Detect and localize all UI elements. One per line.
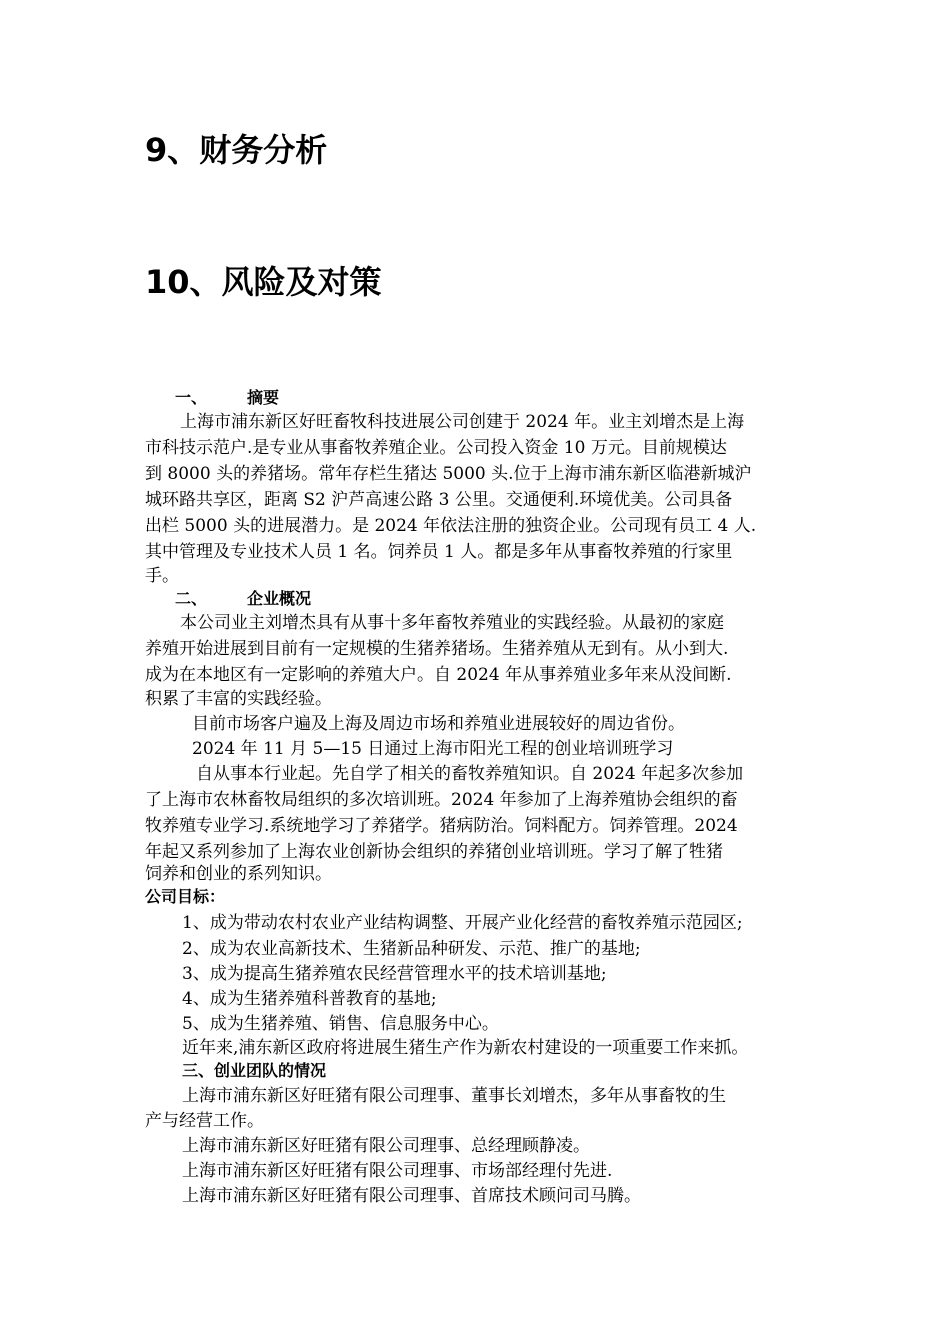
section-overview-heading [175, 587, 311, 611]
team-member-line: 上海市浦东新区好旺猪有限公司理事、首席技术顾问司马腾。 [182, 1186, 641, 1206]
team-member-line: 上海市浦东新区好旺猪有限公司理事、市场部经理付先进. [182, 1161, 613, 1181]
section-overview-number: 二、 [175, 589, 208, 608]
company-goals-heading: 公司目标： [145, 887, 226, 906]
overview-paragraph-line: 年起又系列参加了上海农业创新协会组织的养猪创业培训班。学习了解了牲猪 [145, 842, 723, 862]
section-team-heading: 三、创业团队的情况 [182, 1061, 327, 1080]
section-summary-heading [175, 386, 279, 410]
goal-item: 3、成为提高生猪养殖农民经营管理水平的技术培训基地; [182, 964, 607, 984]
overview-paragraph-line: 养殖开始进展到目前有一定规模的生猪养猪场。生猪养殖从无到有。从小到大. [145, 639, 729, 659]
summary-line: 市科技示范户.是专业从事畜牧养殖企业。公司投入资金 10 万元。目前规模达 [145, 438, 727, 458]
summary-line: 城环路共享区，距离 S2 沪芦高速公路 3 公里。交通便利.环境优美。公司具备 [145, 490, 733, 510]
summary-line: 到 8000 头的养猪场。常年存栏生猪达 5000 头.位于上海市浦东新区临港新城沪 [145, 464, 752, 484]
goal-item: 2、成为农业高新技术、生猪新品种研发、示范、推广的基地; [182, 939, 641, 959]
summary-line: 上海市浦东新区好旺畜牧科技进展公司创建于 2024 年。业主刘增杰是上海 [180, 412, 745, 432]
goal-item: 1、成为带动农村农业产业结构调整、开展产业化经营的畜牧养殖示范园区; [182, 913, 743, 933]
section-overview-title: 企业概况 [247, 589, 312, 608]
overview-paragraph-line: 自从事本行业起。先自学了相关的畜牧养殖知识。自 2024 年起多次参加 [196, 764, 744, 784]
summary-line: 其中管理及专业技术人员 1 名。饲养员 1 人。都是多年从事畜牧养殖的行家里 [145, 542, 733, 562]
summary-line: 手。 [145, 566, 179, 586]
overview-paragraph-line: 饲养和创业的系列知识。 [145, 864, 332, 884]
market-statement: 目前市场客户遍及上海及周边市场和养殖业进展较好的周边省份。 [192, 714, 685, 734]
training-statement: 2024 年 11 月 5—15 日通过上海市阳光工程的创业培训班学习 [192, 739, 674, 759]
overview-paragraph-line: 本公司业主刘增杰具有从事十多年畜牧养殖业的实践经验。从最初的家庭 [180, 613, 724, 633]
heading-risks-and-countermeasures: 10、风险及对策 [145, 263, 382, 301]
team-member-line: 上海市浦东新区好旺猪有限公司理事、董事长刘增杰，多年从事畜牧的生 [182, 1086, 726, 1106]
team-member-line: 产与经营工作。 [145, 1111, 264, 1131]
heading-financial-analysis: 9、财务分析 [145, 131, 328, 169]
overview-paragraph-line: 了上海市农林畜牧局组织的多次培训班。2024 年参加了上海养殖协会组织的畜 [145, 790, 738, 810]
overview-paragraph-line: 积累了丰富的实践经验。 [145, 689, 332, 709]
overview-paragraph-line: 成为在本地区有一定影响的养殖大户。自 2024 年从事养殖业多年来从没间断. [145, 665, 732, 685]
overview-paragraph-line: 牧养殖专业学习.系统地学习了养猪学。猪病防治。饲料配方。饲养管理。2024 [145, 816, 738, 836]
government-note: 近年来,浦东新区政府将进展生猪生产作为新农村建设的一项重要工作来抓。 [182, 1038, 749, 1058]
goal-item: 5、成为生猪养殖、销售、信息服务中心。 [182, 1014, 499, 1034]
summary-line: 出栏 5000 头的进展潜力。是 2024 年依法注册的独资企业。公司现有员工 4 人. [145, 516, 757, 536]
section-summary-title: 摘要 [247, 388, 280, 407]
section-summary-number: 一、 [175, 388, 208, 407]
goal-item: 4、成为生猪养殖科普教育的基地; [182, 989, 437, 1009]
team-member-line: 上海市浦东新区好旺猪有限公司理事、总经理顾静凌。 [182, 1136, 590, 1156]
